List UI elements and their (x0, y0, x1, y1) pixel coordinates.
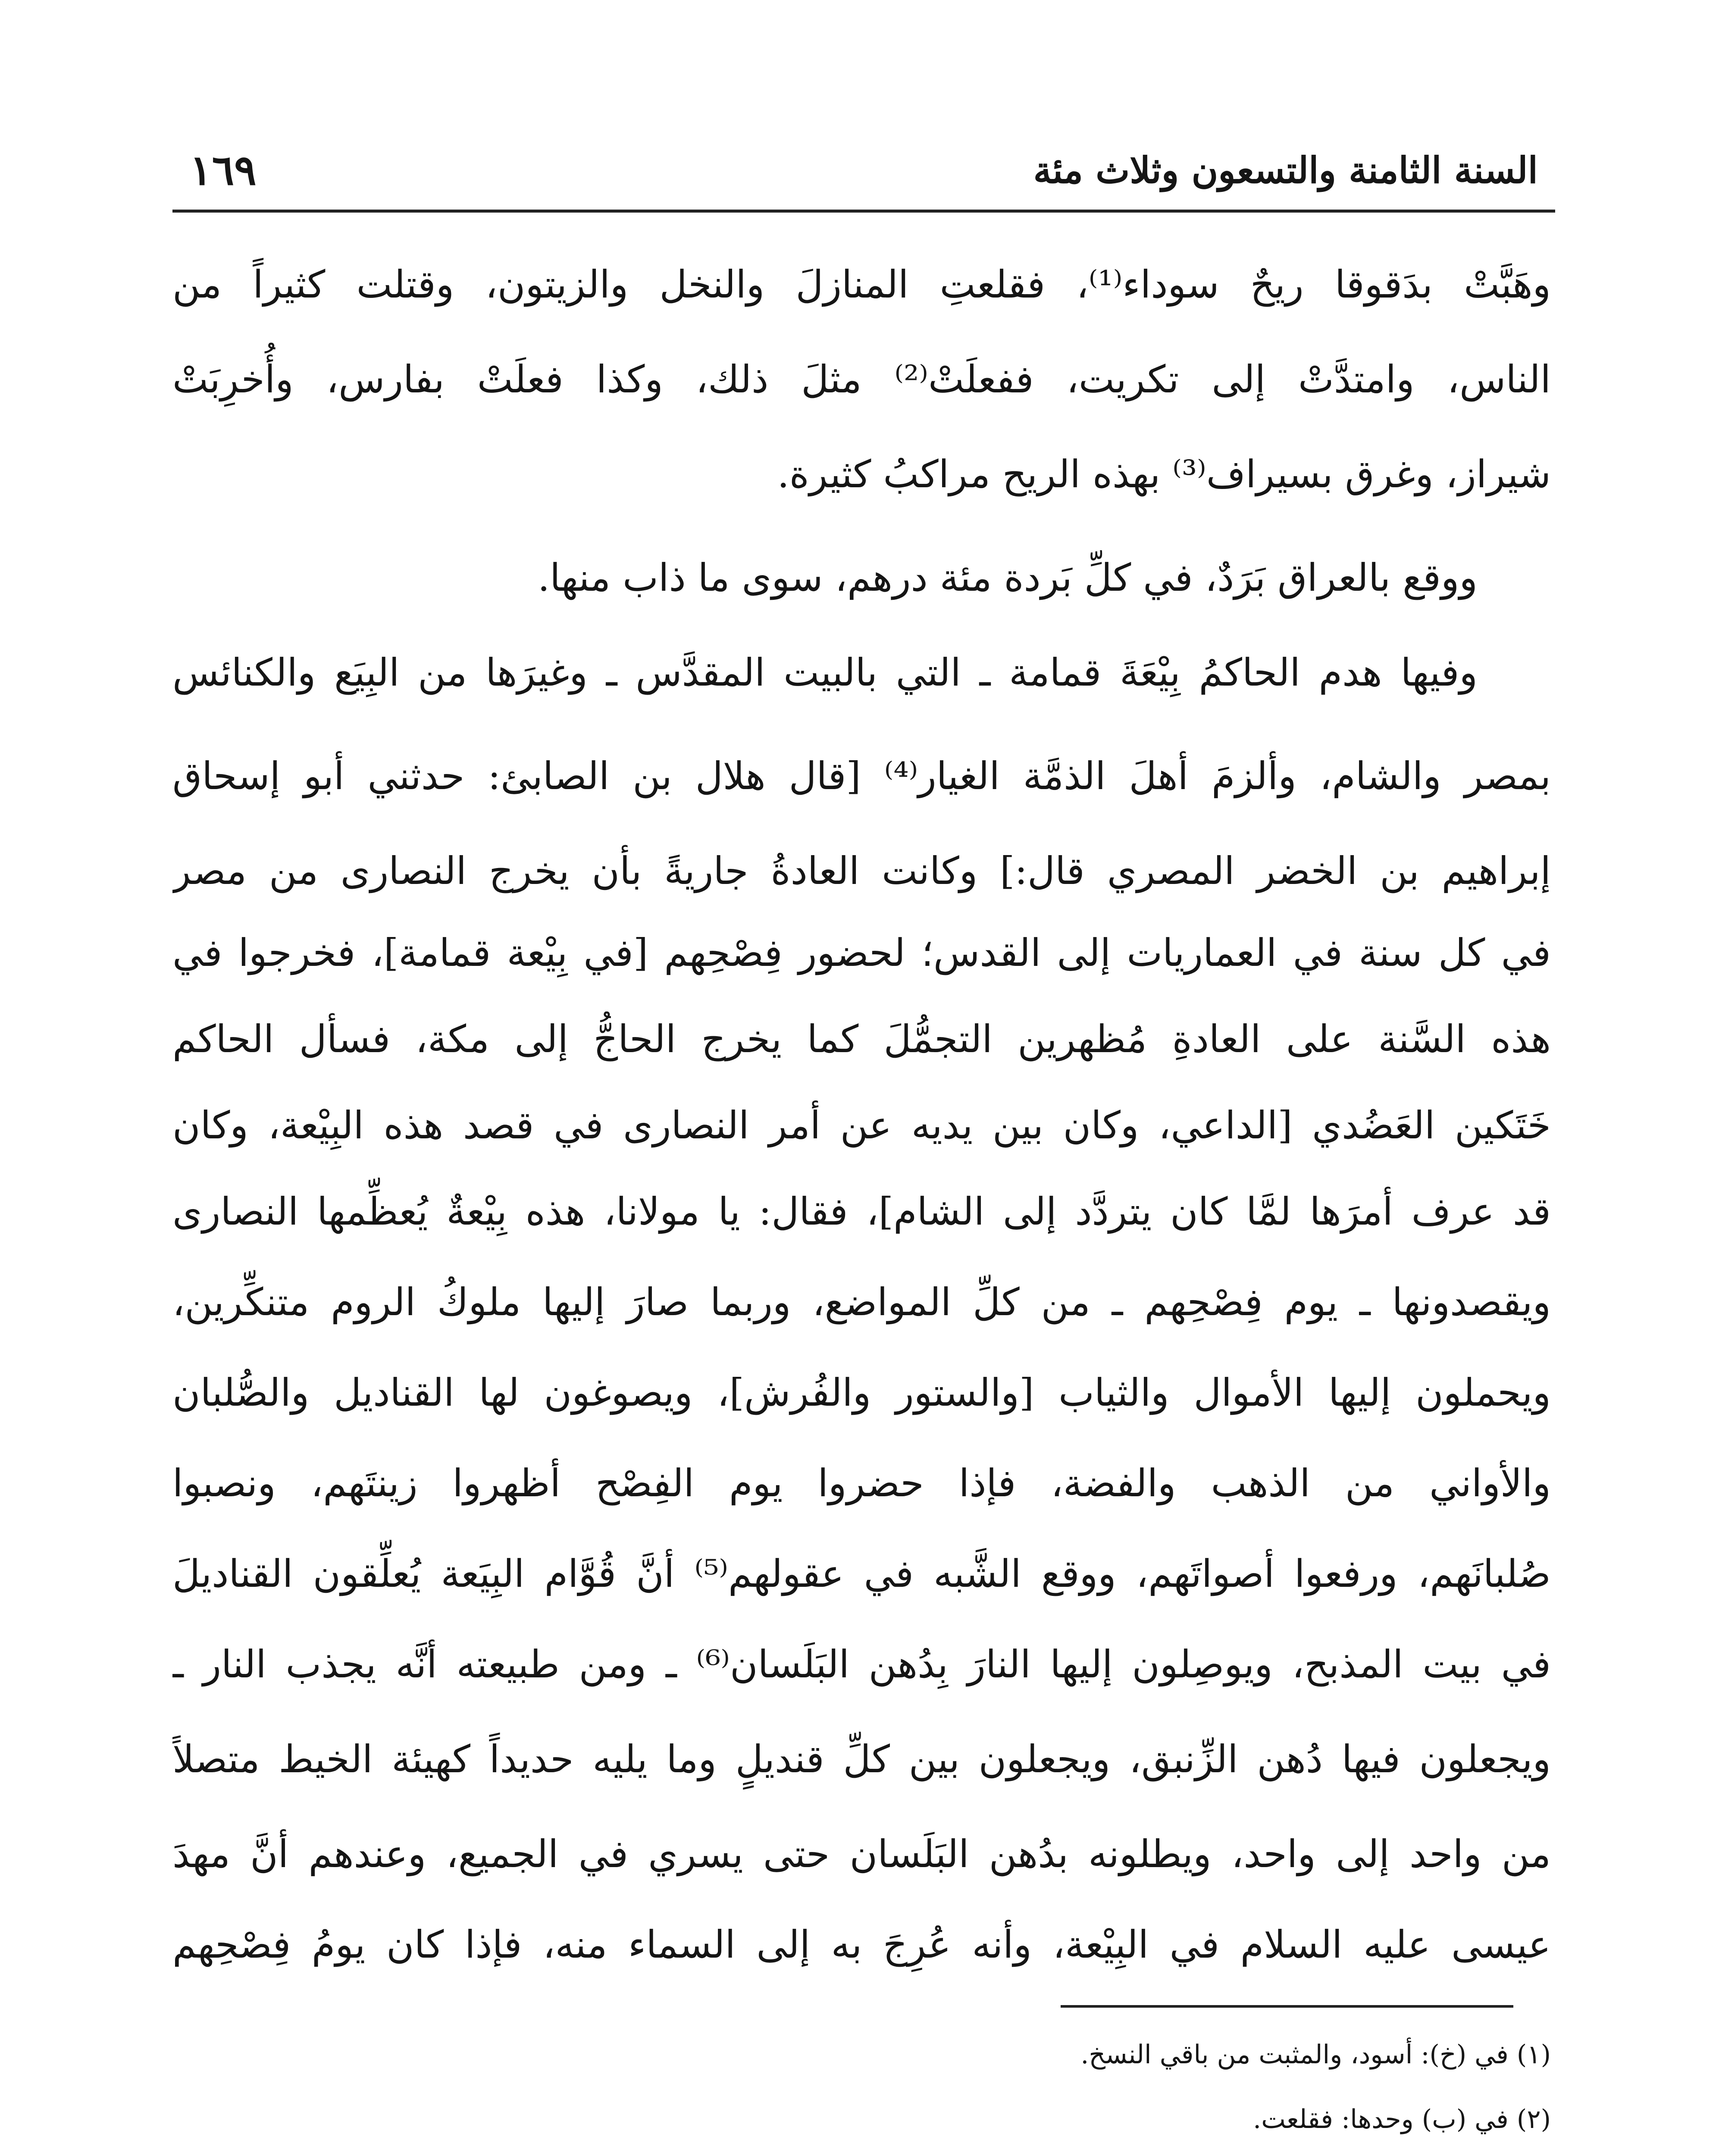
body-line: بمصر والشام، وألزمَ أهلَ الذمَّة الغيار⁽⁴⁾ [قال هلال بن الصابئ: حدثني أبو إسحاق (172, 754, 1551, 798)
body-line: من واحد إلى واحد، ويطلونه بدُهن البَلَسان حتى يسري في الجميع، وعندهم أنَّ مهدَ (172, 1832, 1551, 1876)
body-line: والأواني من الذهب والفضة، فإذا حضروا يوم الفِصْح أظهروا زينتَهم، ونصبوا (172, 1461, 1551, 1505)
body-line: الناس، وامتدَّتْ إلى تكريت، ففعلَتْ⁽²⁾ مثلَ ذلك، وكذا فعلَتْ بفارس، وأُخرِبَتْ (172, 357, 1551, 401)
body-line: ووقع بالعراق بَرَدٌ، في كلِّ بَردة مئة درهم، سوى ما ذاب منها. (538, 555, 1478, 600)
body-line: خَتَكين العَضُدي [الداعي، وكان بين يديه عن أمر النصارى في قصد هذه البِيْعة، وكان (172, 1103, 1551, 1147)
body-line: هذه السَّنة على العادةِ مُظهرين التجمُّلَ كما يخرج الحاجُّ إلى مكة، فسأل الحاكم (172, 1017, 1551, 1061)
running-title: السنة الثامنة والتسعون وثلاث مئة (1033, 149, 1538, 191)
body-line: قد عرف أمرَها لمَّا كان يتردَّد إلى الشام]، فقال: يا مولانا، هذه بِيْعةٌ يُعظِّمها النصارى (172, 1189, 1551, 1234)
footnote: (٢) في (ب) وحدها: فقلعت. (1253, 2104, 1551, 2134)
body-line: إبراهيم بن الخضر المصري قال:] وكانت العادةُ جاريةً بأن يخرج النصارى من مصر (172, 849, 1551, 893)
footnote: (١) في (خ): أسود، والمثبت من باقي النسخ. (1080, 2040, 1551, 2070)
body-line: ويحملون إليها الأموال والثياب [والستور والفُرش]، ويصوغون لها القناديل والصُّلبان (172, 1370, 1551, 1415)
body-line: وهَبَّتْ بدَقوقا ريحٌ سوداء⁽¹⁾، فقلعتِ المنازلَ والنخل والزيتون، وقتلت كثيراً من (172, 262, 1551, 307)
body-line: وفيها هدم الحاكمُ بِيْعَةَ قمامة ـ التي بالبيت المقدَّس ـ وغيرَها من البِيَع والكنائس (172, 650, 1478, 695)
body-line: في كل سنة في العماريات إلى القدس؛ لحضور فِصْحِهم [في بِيْعة قمامة]، فخرجوا في (172, 931, 1551, 975)
body-line: ويجعلون فيها دُهن الزِّنبق، ويجعلون بين كلِّ قنديلٍ وما يليه حديداً كهيئة الخيط متصلاً (172, 1737, 1551, 1781)
body-line: ويقصدونها ـ يوم فِصْحِهم ـ من كلِّ المواضع، وربما صارَ إليها ملوكُ الروم متنكِّرين، (172, 1280, 1551, 1324)
header-rule (172, 210, 1555, 213)
page-number: ١٦٩ (190, 146, 257, 194)
footnote-rule (1061, 2005, 1513, 2008)
body-line: صُلبانَهم، ورفعوا أصواتَهم، ووقع الشَّبه في عقولهم⁽⁵⁾ أنَّ قُوَّام البِيَعة يُعلِّقون القناديلَ (172, 1551, 1551, 1596)
body-line: في بيت المذبح، ويوصِلون إليها النارَ بِدُهن البَلَسان⁽⁶⁾ ـ ومن طبيعته أنَّه يجذب النار ـ (172, 1642, 1551, 1686)
body-line: عيسى عليه السلام في البِيْعة، وأنه عُرِجَ به إلى السماء منه، فإذا كان يومُ فِصْحِهم (172, 1922, 1551, 1967)
body-line: شيراز، وغرق بسيراف⁽³⁾ بهذه الريح مراكبُ كثيرة. (777, 452, 1551, 496)
